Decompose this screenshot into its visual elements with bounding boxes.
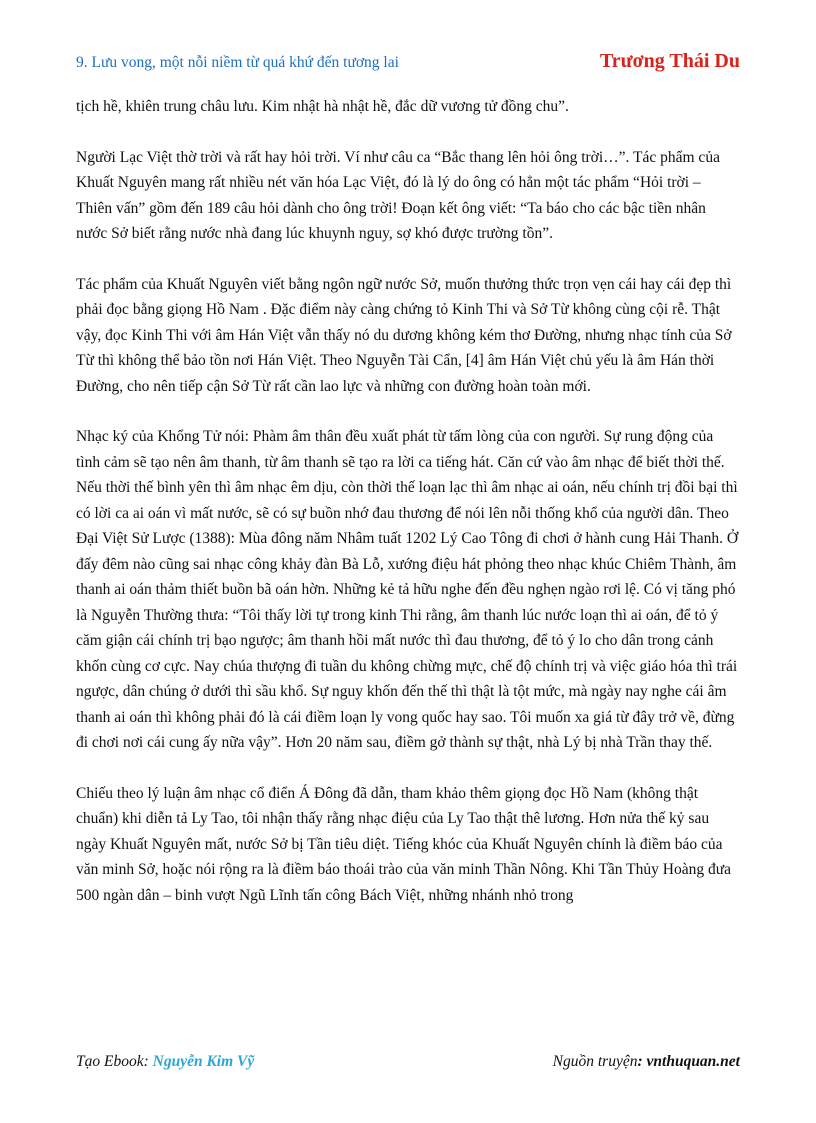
- page-header: [76, 50, 740, 73]
- source-label: Nguồn truyện: [552, 1053, 638, 1070]
- chapter-title: 9. Lưu vong, một nỗi niềm từ quá khứ đến tương lai: [76, 54, 399, 71]
- ebook-label: Tạo Ebook: [76, 1053, 144, 1070]
- source-site: vnthuquan.net: [646, 1053, 740, 1070]
- author-name: Trương Thái Du: [599, 50, 740, 72]
- paragraph: Chiếu theo lý luận âm nhạc cổ điển Á Đông đã dẫn, tham khảo thêm giọng đọc Hồ Nam (không thật chuẩn) khi diễn tả Ly Tao, tôi nhận thấy rằng nhạc điệu của Ly Tao thật thê lương. Hơn nửa thế kỷ sau ngày Khuất Nguyên mất, nước Sở bị Tần tiêu diệt. Tiếng khóc của Khuất Nguyên chính là điềm báo của văn minh Sở, hoặc nói rộng ra là điềm báo thoái trào của văn minh Thần Nông. Khi Tần Thủy Hoàng đưa 500 ngàn dân – binh vượt Ngũ Lĩnh tấn công Bách Việt, những nhánh nhỏ trong: [76, 784, 731, 904]
- body-text: [76, 94, 740, 933]
- paragraph: Người Lạc Việt thờ trời và rất hay hỏi trời. Ví như câu ca “Bắc thang lên hỏi ông trời…”. Tác phẩm của Khuất Nguyên mang rất nhiều nét văn hóa Lạc Việt, đó là lý do ông có hẳn một tác phẩm “Hỏi trời – Thiên vấn” gồm đến 189 câu hỏi dành cho ông trời! Đoạn kết ông viết: “Ta báo cho các bậc tiền nhân nước Sở biết rằng nước nhà đang lúc khuynh nguy, sợ khó được trường tồn”.: [76, 148, 720, 242]
- ebook-creator: Nguyễn Kim Vỹ: [152, 1053, 255, 1070]
- page-footer: [76, 1053, 740, 1071]
- ebook-credit: Tạo Ebook: Nguyễn Kim Vỹ: [76, 1053, 255, 1070]
- paragraph: tịch hề, khiên trung châu lưu. Kim nhật hà nhật hề, đắc dữ vương tử đồng chu”.: [76, 98, 569, 115]
- paragraph: Nhạc ký của Khổng Tử nói: Phàm âm thân đều xuất phát từ tấm lòng của con người. Sự rung động của tình cảm sẽ tạo nên âm thanh, từ âm thanh sẽ tạo ra lời ca tiếng hát. Căn cứ vào âm nhạc để biết thời thế. Nếu thời thế bình yên thì âm nhạc êm dịu, còn thời thế loạn lạc thì âm nhạc ai oán, nếu chính trị đồi bại thì có lời ca ai oán vì mất nước, sẽ có sự buồn nhớ đau thương để nói lên nỗi thống khổ của người dân. Theo Đại Việt Sử Lược (1388): Mùa đông năm Nhâm tuất 1202 Lý Cao Tông đi chơi ở hành cung Hải Thanh. Ở đấy đêm nào cũng sai nhạc công khảy đàn Bà Lỗ, xướng điệu hát phỏng theo nhạc khúc Chiêm Thành, âm thanh ai oán thảm thiết buồn bã oán hờn. Những kẻ tả hữu nghe đến đều nghẹn ngào rơi lệ. Có vị tăng phó là Nguyễn Thường thưa: “Tôi thấy lời tự trong kinh Thi rằng, âm thanh lúc nước loạn thì ai oán, để tỏ ý căm giận cái chính trị bạo ngược; âm thanh hồi mất nước thì đau thương, để tỏ ý lo cho dân trong cảnh khốn cùng cơ cực. Nay chúa thượng đi tuần du không chừng mực, chế độ chính trị và việc giáo hóa thì trái ngược, dân chúng ở dưới thì sầu khổ. Sự nguy khốn đến thế thì thật là tột mức, mà ngày nay nghe cái âm thanh ai oán thì không phải đó là cái điềm loạn ly vong quốc hay sao. Tôi muốn xa giá từ đây trở về, đừng đi chơi nơi cái cung ấy nữa vậy”. Hơn 20 năm sau, điềm gở thành sự thật, nhà Lý bị nhà Trần thay thế.: [76, 428, 739, 751]
- source-credit: Nguồn truyện: vnthuquan.net: [552, 1053, 740, 1070]
- paragraph: Tác phẩm của Khuất Nguyên viết bằng ngôn ngữ nước Sở, muốn thưởng thức trọn vẹn cái hay cái đẹp thì phải đọc bằng giọng Hồ Nam . Đặc điểm này càng chứng tỏ Kinh Thi và Sở Từ không cùng cội rễ. Thật vậy, đọc Kinh Thi với âm Hán Việt vẫn thấy nó du dương không kém thơ Đường, nhưng nhạc tính của Sở Từ thì không thể bảo tồn nơi Hán Việt. Theo Nguyễn Tài Cẩn, [4] âm Hán Việt chủ yếu là âm Hán thời Đường, cho nên tiếp cận Sở Từ rất cần lao lực và những con đường hoàn toàn mới.: [76, 275, 732, 395]
